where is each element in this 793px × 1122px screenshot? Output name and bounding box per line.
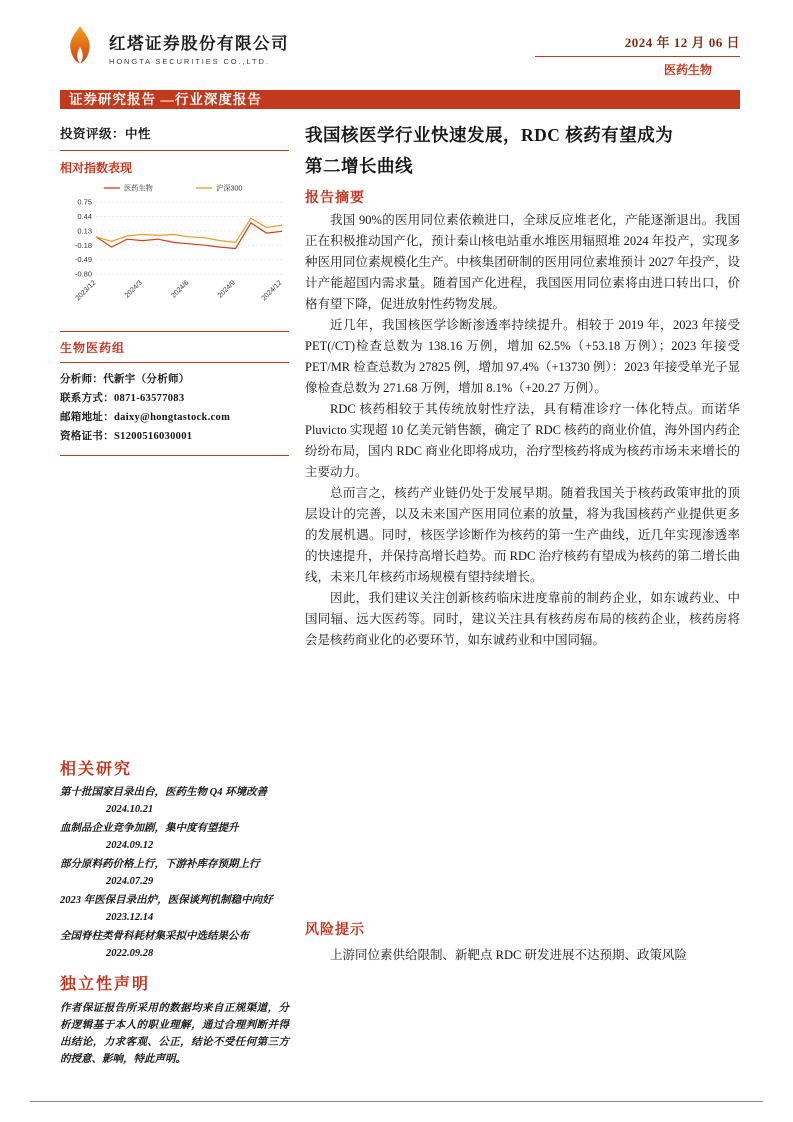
- svg-text:-0.80: -0.80: [74, 269, 92, 279]
- footer-divider: [30, 1101, 763, 1102]
- related-research-item: [60, 821, 289, 851]
- company-name-cn: 红塔证券股份有限公司: [109, 34, 289, 53]
- svg-text:2024/3: 2024/3: [123, 279, 144, 300]
- summary-heading: 报告摘要: [305, 191, 365, 206]
- summary-paragraph: 近几年，我国核医学诊断渗透率持续提升。相较于 2019 年，2023 年接受 PET(/CT)检查总数为 138.16 万例，增加 62.5%（+53.18 万例）；2023 年接受 PET/MR 检查总数为 27825 例，增加 97.4%（+13730 例）：2023 年接受单光子显像检查总数为 271.68 万例，增加 8.1%（+20.27 万例）。: [305, 318, 740, 395]
- sidebar-divider: [60, 455, 289, 456]
- investment-rating: 投资评级：中性: [60, 127, 152, 141]
- industry-label: 医药生物: [663, 63, 712, 77]
- related-item-title: 部分原料药价格上行，下游补库存预期上行: [60, 859, 260, 870]
- report-body: [305, 116, 740, 1068]
- report-title: [305, 120, 740, 182]
- related-item-date: 2024.10.21: [106, 804, 154, 815]
- svg-text:0.75: 0.75: [77, 197, 92, 207]
- related-item-title: 2023 年医保目录出炉，医保谈判机制稳中向好: [60, 895, 273, 906]
- report-type-banner: 证券研究报告 —行业深度报告: [60, 90, 740, 109]
- related-item-title: 全国脊柱类骨科耗材集采拟中选结果公布: [60, 931, 249, 942]
- related-research-list: [60, 785, 289, 959]
- related-research-item: [60, 929, 289, 959]
- svg-text:沪深300: 沪深300: [216, 183, 243, 193]
- hongta-flame-icon: [60, 24, 100, 71]
- summary-paragraph: 总而言之，核药产业链仍处于发展早期。随着我国关于核药政策审批的顶层设计的完善，以及未来国产医用同位素的放量，将为我国核药产业提供更多的发展机遇。同时，核医学诊断作为核药的第一生产曲线，近几年实现渗透率的快速提升，并保持高增长趋势。而 RDC 治疗核药有望成为核药的第二增长曲线，未来几年核药市场规模有望持续增长。: [305, 486, 740, 584]
- independence-title: 独立性声明: [60, 976, 151, 993]
- chart-title: 相对指数表现: [60, 161, 133, 175]
- related-research-title: 相关研究: [60, 761, 133, 778]
- sidebar: [60, 116, 289, 1068]
- report-header: [60, 24, 740, 78]
- relative-index-chart: [60, 178, 289, 316]
- related-research-item: [60, 857, 289, 887]
- svg-text:2024/6: 2024/6: [170, 279, 191, 300]
- related-item-title: 血制品企业竞争加剧，集中度有望提升: [60, 823, 239, 834]
- svg-text:2023/12: 2023/12: [74, 279, 98, 303]
- analyst-contact-block: [60, 363, 289, 455]
- svg-text:-0.49: -0.49: [74, 255, 92, 265]
- related-item-date: 2022.09.28: [106, 948, 154, 959]
- summary-paragraph: 因此，我们建议关注创新核药临床进度靠前的制药企业，如东诚药业、中国同辐、远大医药等。同时，建议关注具有核药房布局的核药企业，核药房将会是核药商业化的必要环节，如东诚药业和中国同辐。: [305, 591, 740, 647]
- related-item-date: 2024.07.29: [106, 876, 154, 887]
- related-item-date: 2024.09.12: [106, 840, 154, 851]
- report-title-line2: 第二增长曲线: [305, 156, 413, 176]
- related-research-item: [60, 785, 289, 815]
- svg-text:2024/12: 2024/12: [260, 279, 284, 303]
- related-item-date: 2023.12.14: [106, 912, 154, 923]
- svg-text:医药生物: 医药生物: [124, 183, 153, 193]
- svg-text:-0.18: -0.18: [74, 240, 92, 250]
- analyst-cert: 资格证书：S1200516030001: [60, 431, 193, 442]
- analyst-name: 分析师：代新宇（分析师）: [60, 374, 190, 385]
- summary-paragraph: 我国 90%的医用同位素依赖进口，全球反应堆老化，产能逐渐退出。我国正在积极推动国产化，预计秦山核电站重水堆医用辐照堆 2024 年投产，实现多种医用同位素规模化生产。中核集团研制的医用同位素堆预计 2027 年投产，设计产能超国内需求量。随着国产化进程，我国医用同位素将由进口转出口，价格有望下降，促进放射性药物发展。: [305, 213, 740, 311]
- svg-text:0.44: 0.44: [77, 212, 92, 221]
- risk-heading: 风险提示: [305, 923, 365, 938]
- related-research-item: [60, 893, 289, 923]
- company-logo-block: [60, 24, 289, 71]
- company-name-en: HONGTA SECURITIES CO.,LTD.: [109, 56, 270, 66]
- report-date: 2024 年 12 月 06 日: [624, 35, 740, 50]
- analyst-email[interactable]: 邮箱地址：daixy@hongtastock.com: [60, 412, 231, 423]
- summary-paragraph: RDC 核药相较于其传统放射性疗法，具有精准诊疗一体化特点。而诺华 Pluvicto 实现超 10 亿美元销售额，确定了 RDC 核药的商业价值，海外国内药企纷纷布局，国内 RDC 商业化即将成功，治疗型核药将成为核药市场未来增长的主要动力。: [305, 402, 740, 479]
- independence-text: 作者保证报告所采用的数据均来自正规渠道，分析逻辑基于本人的职业理解，通过合理判断并得出结论，力求客观、公正，结论不受任何第三方的授意、影响，特此声明。: [60, 1003, 289, 1065]
- header-divider: [535, 56, 740, 57]
- related-item-title: 第十批国家目录出台，医药生物 Q4 环境改善: [60, 787, 268, 798]
- risk-text: 上游同位素供给限制、新靶点 RDC 研发进展不达预期、政策风险: [330, 948, 687, 962]
- analyst-phone: 联系方式：0871-63577083: [60, 393, 185, 404]
- svg-text:0.13: 0.13: [77, 226, 92, 236]
- report-title-line1: 我国核医学行业快速发展，RDC 核药有望成为: [305, 125, 674, 145]
- team-name: 生物医药组: [60, 341, 126, 355]
- svg-text:2024/9: 2024/9: [216, 279, 237, 300]
